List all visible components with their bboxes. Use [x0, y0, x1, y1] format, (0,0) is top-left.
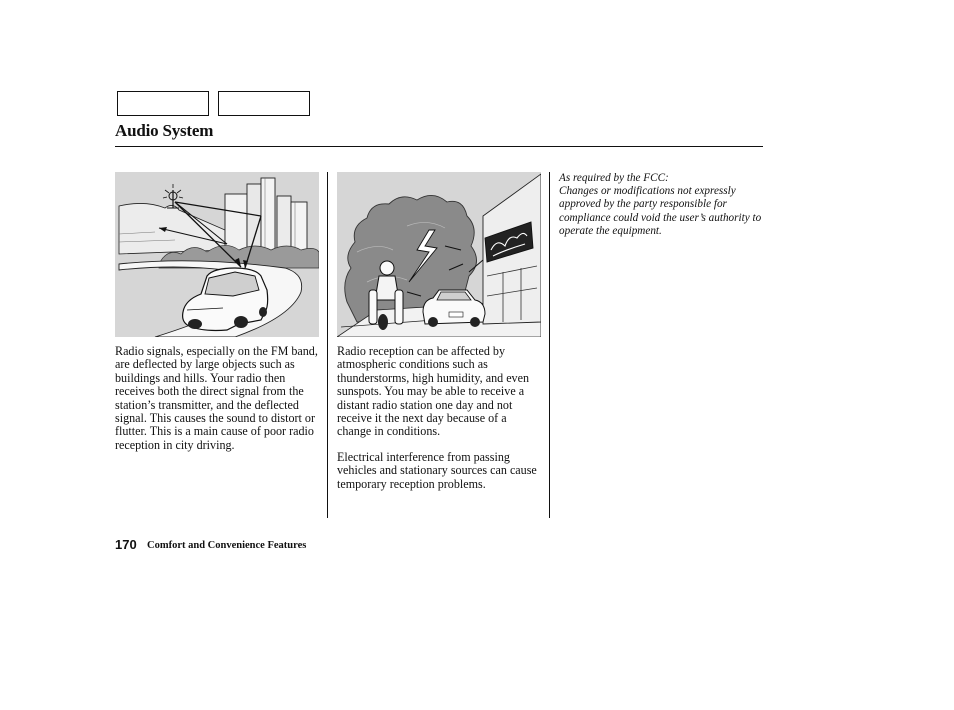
- fm-signal-illustration-svg: [115, 172, 319, 337]
- column-divider-1: [327, 172, 328, 518]
- section-name: Comfort and Convenience Features: [147, 540, 307, 551]
- title-rule: [115, 146, 763, 147]
- car-icon: [183, 268, 268, 331]
- fcc-notice-text: Changes or modifications not expressly approved by the party responsible for compliance could void the user’s authority to operate the equipment.: [559, 185, 762, 237]
- atmospheric-interference-illustration: [337, 172, 541, 337]
- fm-deflection-paragraph: Radio signals, especially on the FM band, are deflected by large objects such as buildings and hills. Your radio then receives both the direct signal from the station’s transmitter, and the deflected signal. This causes the sound to distort or flutter. This is a main cause of poor radio reception in city driving.: [115, 344, 318, 452]
- fcc-heading: As required by the FCC:: [559, 172, 669, 184]
- page-number: 170: [115, 537, 137, 552]
- column-divider-2: [549, 172, 550, 518]
- header-tab-box-left: [117, 91, 209, 116]
- page-title: Audio System: [115, 121, 214, 140]
- atmospheric-illustration-svg: [337, 172, 541, 337]
- header-tab-box-right: [218, 91, 310, 116]
- radio-tower-icon: [163, 184, 183, 208]
- fm-signal-deflection-illustration: [115, 172, 319, 337]
- electrical-interference-paragraph: Electrical interference from passing vehicles and stationary sources can cause temporary reception problems.: [337, 450, 537, 491]
- atmospheric-conditions-paragraph: Radio reception can be affected by atmospheric conditions such as thunderstorms, high humidity, and even sunspots. You may be able to receive a distant radio station one day and not receive it the next day because of a change in conditions.: [337, 344, 530, 439]
